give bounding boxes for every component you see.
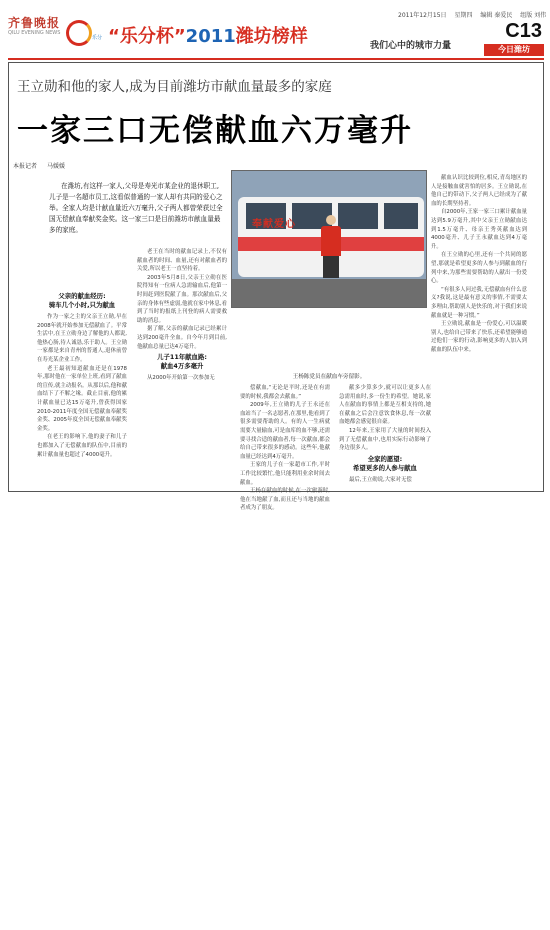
article-headline: 一家三口无偿献血六万毫升 [17, 113, 413, 149]
campaign-subtitle: 我们心中的城市力量 [370, 41, 452, 51]
paragraph: 2003年5月8日,父亲王立勋在医院得知有一位病人急需输血后,他第一时间赶到医院献了血。那次献血后,父亲的身体有些虚弱,他就在家中休息,看到了当时的报纸上刊登的病人需要救助的消息。 [137, 274, 227, 324]
article-column-5 [431, 174, 527, 354]
paragraph: 偿献血,“无论是平时,还是在有需要的时候,我都会去献血。” [240, 385, 330, 400]
paragraph: 从2000年开始第一次参加无 [147, 375, 215, 382]
article-lead: 在潍坊,有这样一家人,父母是寿光市某企业的退休职工,儿子是一名超市员工,这看似普通的一家人却有共同的爱心之举。全家人均是计献血量近六万毫升,父子两人都曾荣获过全国无偿献血奉献奖金奖。这一家三口是目前潍坊市献血量最多的家庭。 [49, 182, 223, 234]
paragraph: 老王在当时的献血记录上,不仅有献血者的时间、血量,还有对献血者的关爱,所以老王一直坚持着。 [137, 249, 227, 273]
newspaper-brand: 齐鲁晚报 [8, 16, 61, 30]
section-subhead-father: 父亲的献血经历: 骑车几个小时,只为献血 [48, 292, 116, 309]
paragraph: 据了解,父亲的献血记录已经累计达到200毫升全血。自今年月到目前,他献血总量已达4万毫升。 [137, 326, 227, 350]
masthead [8, 4, 547, 58]
article-photo [231, 170, 427, 308]
paragraph: 王杨在献血的时候,在一次旅游时,他在当地献了血,而且还与当地的献血者成为了朋友。 [240, 488, 330, 512]
bus-window [338, 203, 378, 229]
paragraph: 最后,王立勋说,大家对无偿 [349, 476, 412, 483]
campaign-logo-icon [66, 20, 92, 46]
issue-layout: 组版 刘伟 [520, 12, 547, 19]
person-figure [320, 215, 342, 279]
photo-caption: 王杨陈党员在献血车旁留影。 [292, 374, 366, 380]
newspaper-brand-sub: QILU EVENING NEWS [8, 30, 61, 36]
paragraph: “有很多人问过我,无偿献血有什么意义?我说,这是最有意义的事情,不需要太多理由,帮助别人是快乐的,对于我们来说献血就是一种习惯。” [431, 286, 527, 319]
section-tag: 今日潍坊 [484, 44, 544, 56]
paragraph: 在老王的影响下,他的妻子和儿子也都加入了无偿献血的队伍中,目前的累计献血量也超过了4000毫升。 [37, 434, 127, 458]
article-column-3 [240, 384, 330, 513]
campaign-title [108, 22, 308, 48]
article-block [8, 62, 544, 512]
campaign-year: 2011 [185, 26, 236, 47]
issue-editor: 编辑 秦爱民 [480, 12, 513, 19]
article-column-4 [339, 384, 431, 484]
campaign-logo-text: 乐分 [92, 35, 103, 41]
paragraph: 12年来,王家用了大量的时间投入到了无偿献血中,也用实际行动影响了身边很多人。 [339, 427, 431, 452]
paragraph: 献血认识比较到位,相反,青岛地区的人是接触血就害怕的居多。王立勋说,在他自己的带动下,父子两人已经成为了献血的长期坚持者。 [431, 175, 527, 207]
paragraph: 献多少算多少,就可以让更多人在急需用血时,多一份生的希望。她说,家人在献血的事情上都是互相支持的,她在献血之后会注意饮食休息,每一次献血她都会感觉很自豪。 [339, 385, 431, 426]
bus-slogan: 奉献爱心 [252, 219, 296, 230]
paragraph: 王家的儿子在一家超市工作,平时工作比较繁忙,他只能利用业余时间去献血。 [240, 462, 330, 486]
campaign-title-right: 潍坊榜样 [235, 26, 308, 47]
issue-date: 2011年12月15日 [398, 12, 447, 19]
section-subhead-son: 儿子11年献血路: 献血4万多毫升 [157, 353, 207, 371]
page-number: C13 [505, 20, 542, 42]
issue-meta [398, 10, 550, 19]
article-column-1 [37, 290, 127, 459]
byline-reporter: 马媛媛 [46, 163, 65, 170]
section-subhead-family: 全家的愿望: 希望更多的人参与献血 [353, 454, 417, 472]
article-subtitle: 王立勋和他的家人,成为目前潍坊市献血量最多的家庭 [17, 79, 332, 95]
paragraph: 自2000年,王家一家三口累计献血量达到5.9万毫升,其中父亲王立勋献血达到1.5万毫升、母亲王秀英献血达到4000毫升、儿子王永献血达到4万毫升。 [431, 209, 527, 250]
paragraph: 在王立勋的心里,还有一个共同的愿望,那就是希望更多的人参与到献血的行列中来,为那些需要帮助的人献出一份爱心。 [431, 252, 527, 285]
issue-weekday: 星期四 [454, 12, 473, 19]
paragraph: 作为一家之主的父亲王立勋,早在2008年就开始参加无偿献血了。平常生活中,在王立勋身边了解他的人都说,他热心肠,待人诚恳,乐于助人。王立勋一家都是来自青州的普通人,退休前曾在寿光某企业工作。 [37, 314, 127, 363]
bus-window [384, 203, 418, 229]
paragraph: 2009年,王立勋的儿子王永还在血站当了一名志愿者,在那里,他看到了很多需要帮助的人。有的人一生病就需要大量输血,可是血库的血不够,还需要寻找合适的献血者,每一次献血,都会给自己带来很多的感动。这些年,他献血量已经达到4万毫升。 [240, 402, 330, 460]
byline [13, 161, 73, 170]
ground [232, 279, 427, 308]
article-column-2 [137, 248, 227, 383]
byline-label: 本报记者 [13, 163, 38, 170]
paragraph: 王立勋说,献血是一份爱心,可以温暖别人,也给自己带来了快乐,还希望能够通过他们一家的行动,影响更多的人加入到献血的队伍中来。 [431, 321, 527, 353]
campaign-title-left: “乐分杯” [108, 26, 186, 47]
header-divider [8, 58, 544, 60]
paragraph: 老王最初知道献血还是在1978年,那时他在一家单位上班,看到了献血的宣传,就主动报名。从那以后,他和献血结下了不解之缘。截止目前,他的累计献血量已达15万毫升,曾获得国家2010-2011年度全国无偿献血奉献奖金奖、2005年度全国无偿献血奉献奖金奖。 [37, 365, 127, 432]
